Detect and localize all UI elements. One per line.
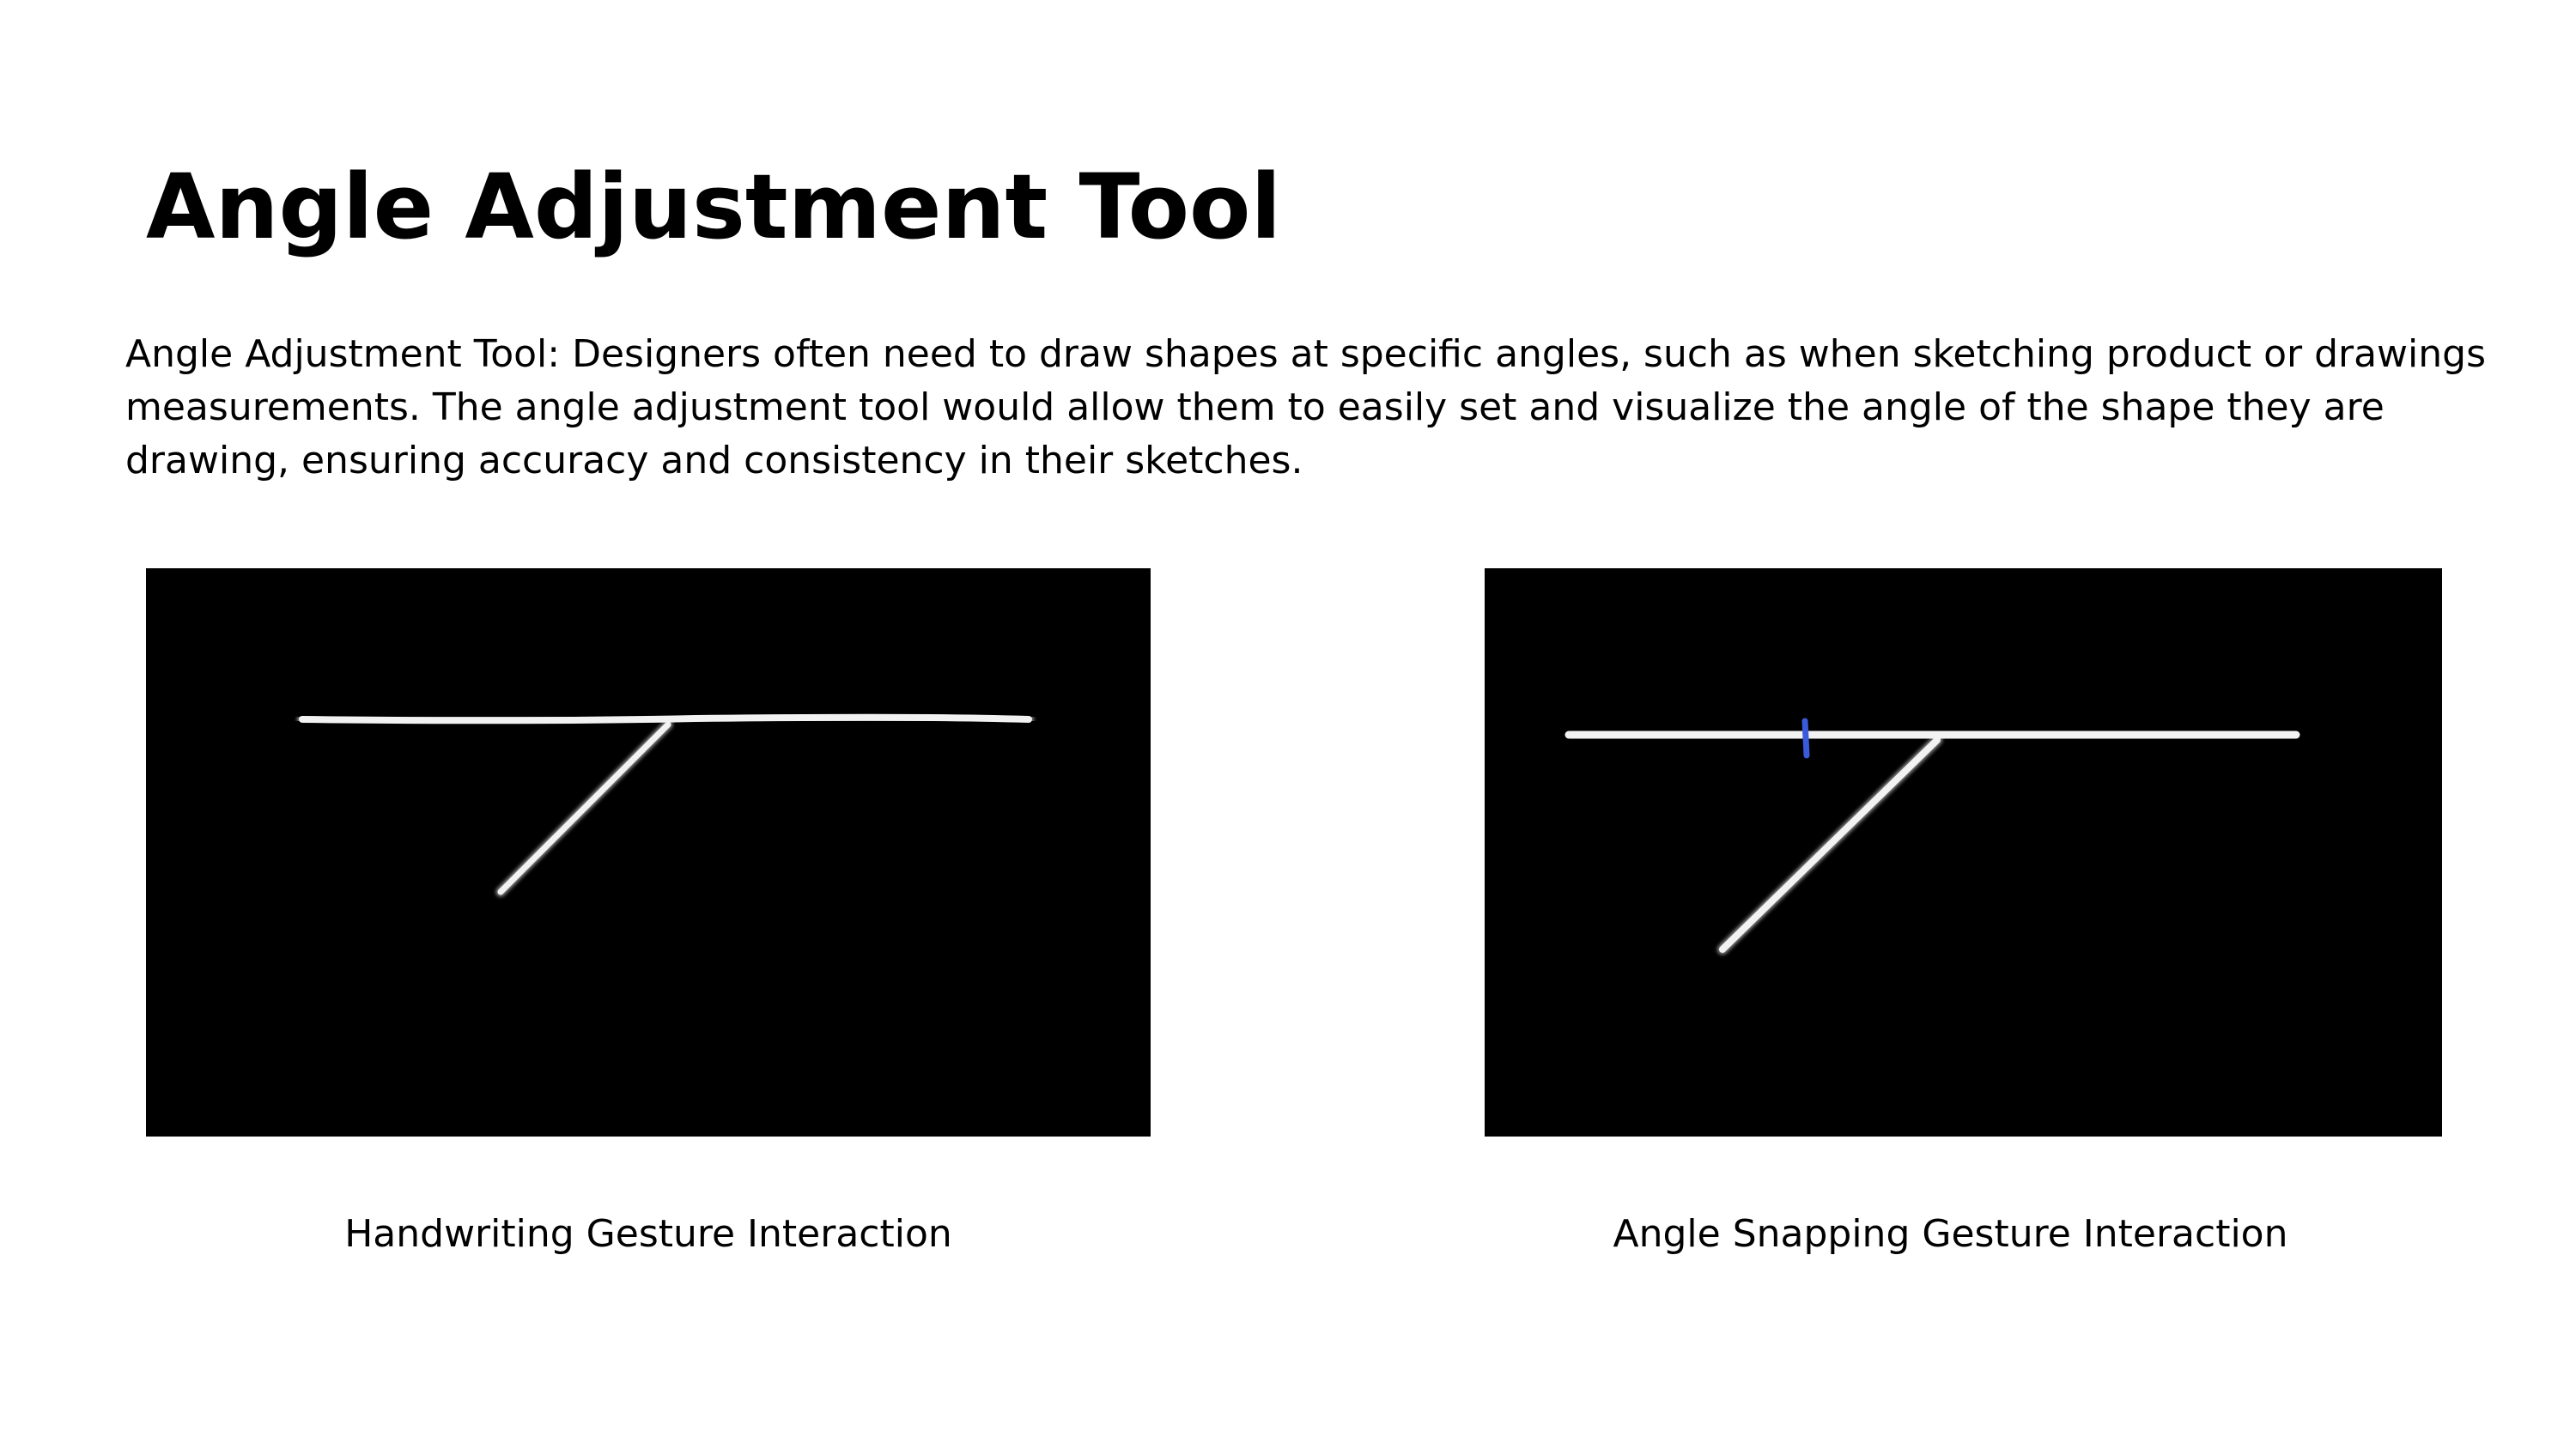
handwriting-strokes bbox=[302, 718, 1029, 892]
snap-marker bbox=[1805, 721, 1807, 755]
handwriting-gesture-sketch bbox=[146, 568, 1151, 1137]
angle-snapping-gesture-caption: Angle Snapping Gesture Interaction bbox=[1613, 1212, 2288, 1256]
handwriting-gesture-caption: Handwriting Gesture Interaction bbox=[344, 1212, 952, 1256]
handwriting-gesture-image bbox=[146, 568, 1151, 1137]
angle-snapping-gesture-sketch bbox=[1485, 568, 2442, 1137]
slide-description: Angle Adjustment Tool: Designers often need to draw shapes at specific angles, such as when sketching product or drawings measurements. The angle adjustment tool would allow them to easily set and visualize the angle of the shape they are drawing, ensuring accuracy and consistency in their sketches. bbox=[125, 332, 2487, 482]
diagonal-stroke bbox=[1722, 740, 1937, 949]
horizontal-stroke bbox=[302, 718, 1029, 721]
angle-snapping-gesture-image bbox=[1485, 568, 2442, 1137]
slide-title: Angle Adjustment Tool bbox=[146, 155, 1282, 259]
snapping-strokes bbox=[1569, 721, 2296, 949]
diagonal-stroke bbox=[501, 724, 668, 892]
